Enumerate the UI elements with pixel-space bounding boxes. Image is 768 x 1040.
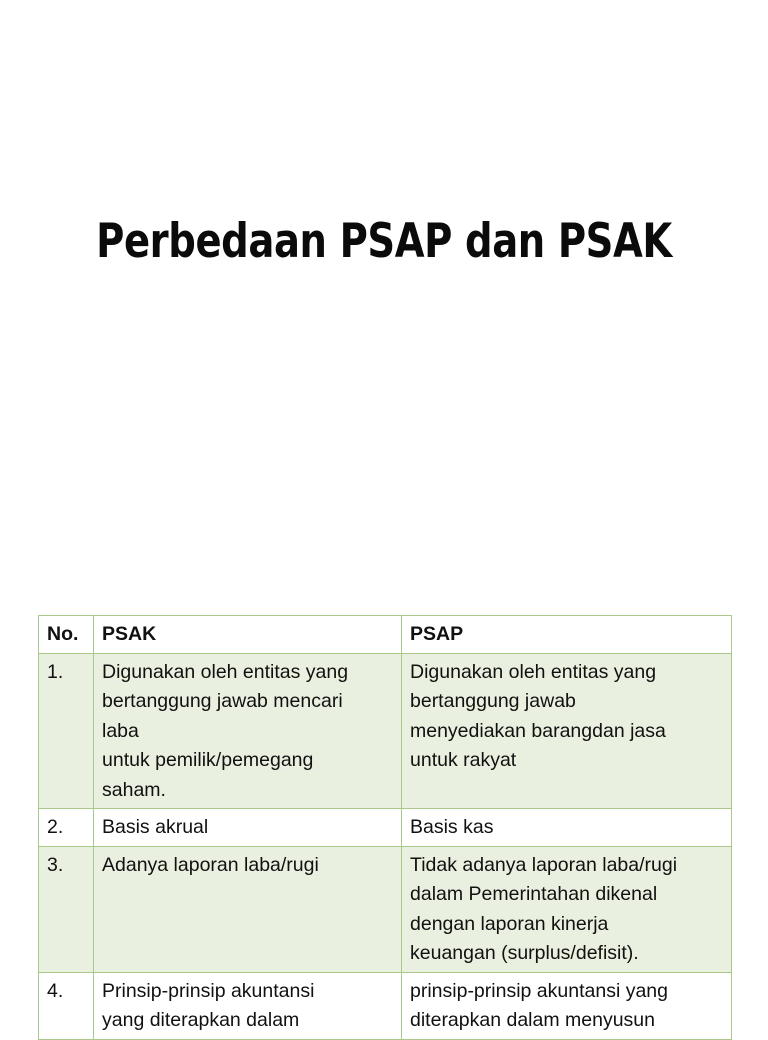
cell-line: bertanggung jawab mencari xyxy=(102,690,343,712)
cell-line: Adanya laporan laba/rugi xyxy=(102,853,319,876)
psap-cell xyxy=(402,809,732,847)
cell-line: dengan laporan kinerja xyxy=(410,912,609,935)
row-number: 3. xyxy=(39,846,94,972)
cell-line: prinsip-prinsip akuntansi yang xyxy=(410,979,668,1002)
psak-cell xyxy=(94,809,402,847)
table-row xyxy=(39,972,732,1039)
comparison-table xyxy=(38,615,732,1040)
psap-cell xyxy=(402,972,732,1039)
psak-cell xyxy=(94,972,402,1039)
cell-line: Tidak adanya laporan laba/rugi xyxy=(410,853,678,876)
row-number: 1. xyxy=(39,653,94,809)
cell-line: Prinsip-prinsip akuntansi xyxy=(102,979,315,1002)
psap-cell xyxy=(402,846,732,972)
table-header-row xyxy=(39,616,732,654)
cell-line: Basis akrual xyxy=(102,816,209,838)
cell-line: dalam Pemerintahan dikenal xyxy=(410,883,658,905)
cell-line: keuangan (surplus/defisit). xyxy=(410,942,639,964)
cell-line: Digunakan oleh entitas yang xyxy=(410,660,657,683)
cell-line: Digunakan oleh entitas yang xyxy=(102,660,349,683)
table-row xyxy=(39,653,732,809)
cell-line: yang diterapkan dalam xyxy=(102,1009,300,1031)
psak-cell xyxy=(94,846,402,972)
cell-line: saham. xyxy=(102,778,166,801)
header-psak: PSAK xyxy=(94,616,402,654)
cell-line: untuk rakyat xyxy=(410,749,517,771)
psak-cell xyxy=(94,653,402,809)
cell-line: Basis kas xyxy=(410,816,494,838)
cell-line: laba xyxy=(102,719,139,742)
cell-line: bertanggung jawab xyxy=(410,690,576,712)
table-row xyxy=(39,846,732,972)
cell-line: menyediakan barangdan jasa xyxy=(410,719,666,742)
row-number: 4. xyxy=(39,972,94,1039)
slide-title: Perbedaan PSAP dan PSAK xyxy=(96,214,672,269)
psap-cell xyxy=(402,653,732,809)
cell-line: diterapkan dalam menyusun xyxy=(410,1009,655,1031)
cell-line: untuk pemilik/pemegang xyxy=(102,749,314,771)
table-row xyxy=(39,809,732,847)
row-number: 2. xyxy=(39,809,94,847)
header-no: No. xyxy=(39,616,94,654)
comparison-table-container xyxy=(38,615,731,1040)
header-psap: PSAP xyxy=(402,616,732,654)
